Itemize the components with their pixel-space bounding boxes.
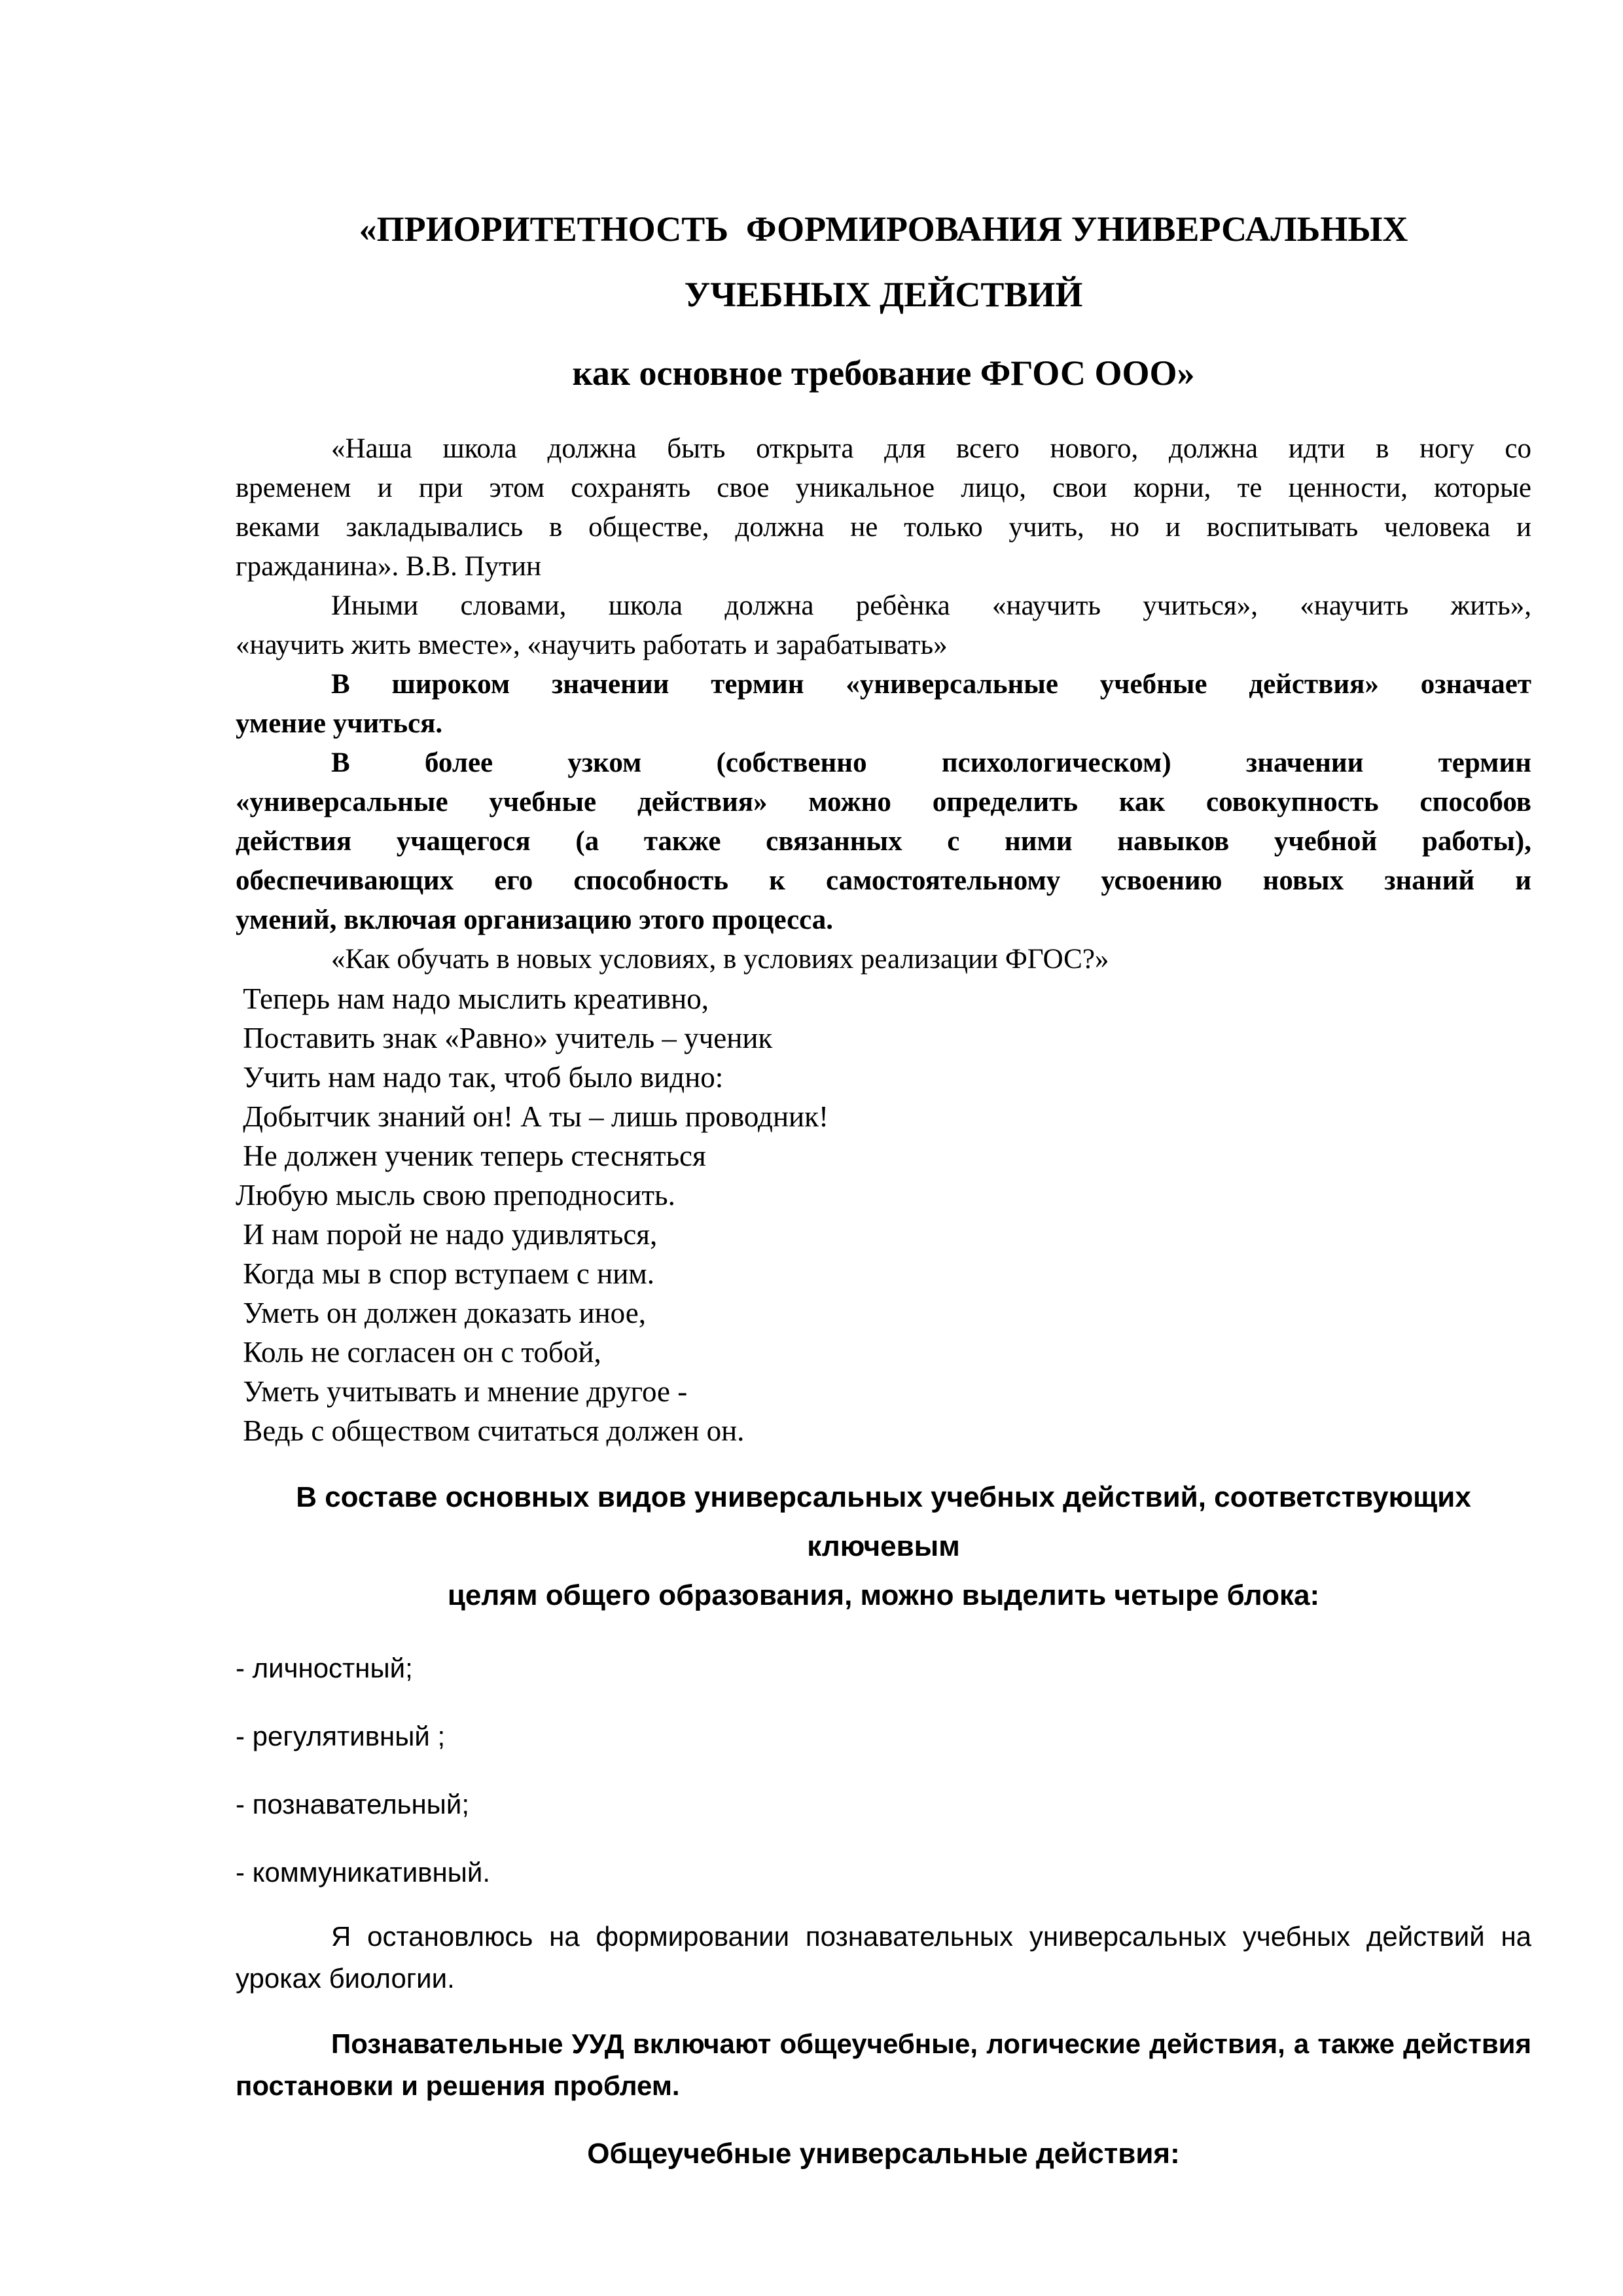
paragraph-how-to-teach-question [236, 940, 1531, 979]
paragraph-line: Иными словами, школа должна ребѐнка «научить учиться», «научить жить», [331, 590, 1531, 621]
list-item: - коммуникативный. [236, 1857, 490, 1888]
list-item: - регулятивный ; [236, 1721, 446, 1751]
poem-line: Не должен ученик теперь стесняться [236, 1139, 706, 1172]
paragraph-line: уроках биологии. [236, 1963, 455, 1994]
poem-line: Учить нам надо так, чтоб было видно: [236, 1061, 724, 1094]
list-item: - познавательный; [236, 1789, 469, 1820]
paragraph-line: «универсальные учебные действия» можно определить как совокупность способов [236, 787, 1531, 817]
paragraph-putin-quote [236, 429, 1531, 586]
poem-line: Уметь учитывать и мнение другое - [236, 1375, 688, 1408]
poem-line: Любую мысль свою преподносить. [236, 1179, 675, 1211]
poem-line: И нам порой не надо удивляться, [236, 1218, 658, 1251]
paragraph-line: веками закладывались в обществе, должна не только учить, но и воспитывать человека и [236, 512, 1531, 543]
heading-line: целям общего образования, можно выделить четыре блока: [447, 1579, 1320, 1611]
heading-general-learning-actions: Общеучебные универсальные действия: [587, 2138, 1180, 2170]
paragraph-line: обеспечивающих его способность к самостоятельному усвоению новых знаний и [236, 865, 1531, 896]
heading-line: В составе основных видов универсальных учебных действий, соответствующих ключевым [296, 1481, 1471, 1562]
document-subtitle: как основное требование ФГОС ООО» [572, 353, 1195, 393]
paragraph-line: умений, включая организацию этого процесса. [236, 905, 834, 935]
paragraph-line: «Как обучать в новых условиях, в условиях реализации ФГОС?» [331, 944, 1109, 975]
paragraph-line: действия учащегося (а также связанных с ними навыков учебной работы), [236, 826, 1531, 857]
poem-line: Коль не согласен он с тобой, [236, 1336, 601, 1369]
poem-line: Ведь с обществом считаться должен он. [236, 1414, 745, 1447]
paragraph-line: В более узком (собственно психологическом) значении термин [331, 747, 1531, 778]
paragraph-line: «Наша школа должна быть открыта для всего нового, должна идти в ногу со [331, 433, 1531, 464]
paragraph-line: умение учиться. [236, 708, 443, 739]
paragraph-line: постановки и решения проблем. [236, 2070, 680, 2101]
uud-block-list [236, 1649, 1531, 1892]
paragraph-line: Я остановлюсь на формировании познавательных универсальных учебных действий на [331, 1921, 1531, 1952]
paragraph-line: Познавательные УУД включают общеучебные, логические действия, а также действия [331, 2028, 1531, 2059]
poem-line: Добытчик знаний он! А ты – лишь проводник! [236, 1100, 829, 1133]
paragraph-in-other-words [236, 586, 1531, 665]
document-title-line: «ПРИОРИТЕТНОСТЬ ФОРМИРОВАНИЯ УНИВЕРСАЛЬНЫХ [359, 209, 1408, 249]
poem-line: Когда мы в спор вступаем с ним. [236, 1257, 655, 1290]
poem-line: Поставить знак «Равно» учитель – ученик [236, 1022, 773, 1054]
paragraph-line: «научить жить вместе», «научить работать и зарабатывать» [236, 630, 948, 660]
paragraph-line: В широком значении термин «универсальные учебные действия» означает [331, 669, 1531, 700]
paragraph-cognitive-uud [236, 2023, 1531, 2107]
paragraph-line: временем и при этом сохранять свое уникальное лицо, свои корни, те ценности, которые [236, 473, 1531, 503]
poem [236, 979, 1531, 1450]
list-item: - личностный; [236, 1653, 413, 1683]
paragraph-broad-meaning [236, 665, 1531, 744]
poem-line: Теперь нам надо мыслить креативно, [236, 982, 709, 1015]
document-title-line: УЧЕБНЫХ ДЕЙСТВИЙ [684, 275, 1083, 314]
document-title [236, 196, 1531, 327]
uud-section [236, 1473, 1531, 2175]
poem-line: Уметь он должен доказать иное, [236, 1297, 646, 1329]
heading-uud-four-blocks [236, 1473, 1531, 1620]
paragraph-narrow-meaning [236, 744, 1531, 940]
document-body [236, 429, 1531, 1450]
paragraph-focus-biology [236, 1916, 1531, 2000]
paragraph-line: гражданина». В.В. Путин [236, 551, 541, 582]
